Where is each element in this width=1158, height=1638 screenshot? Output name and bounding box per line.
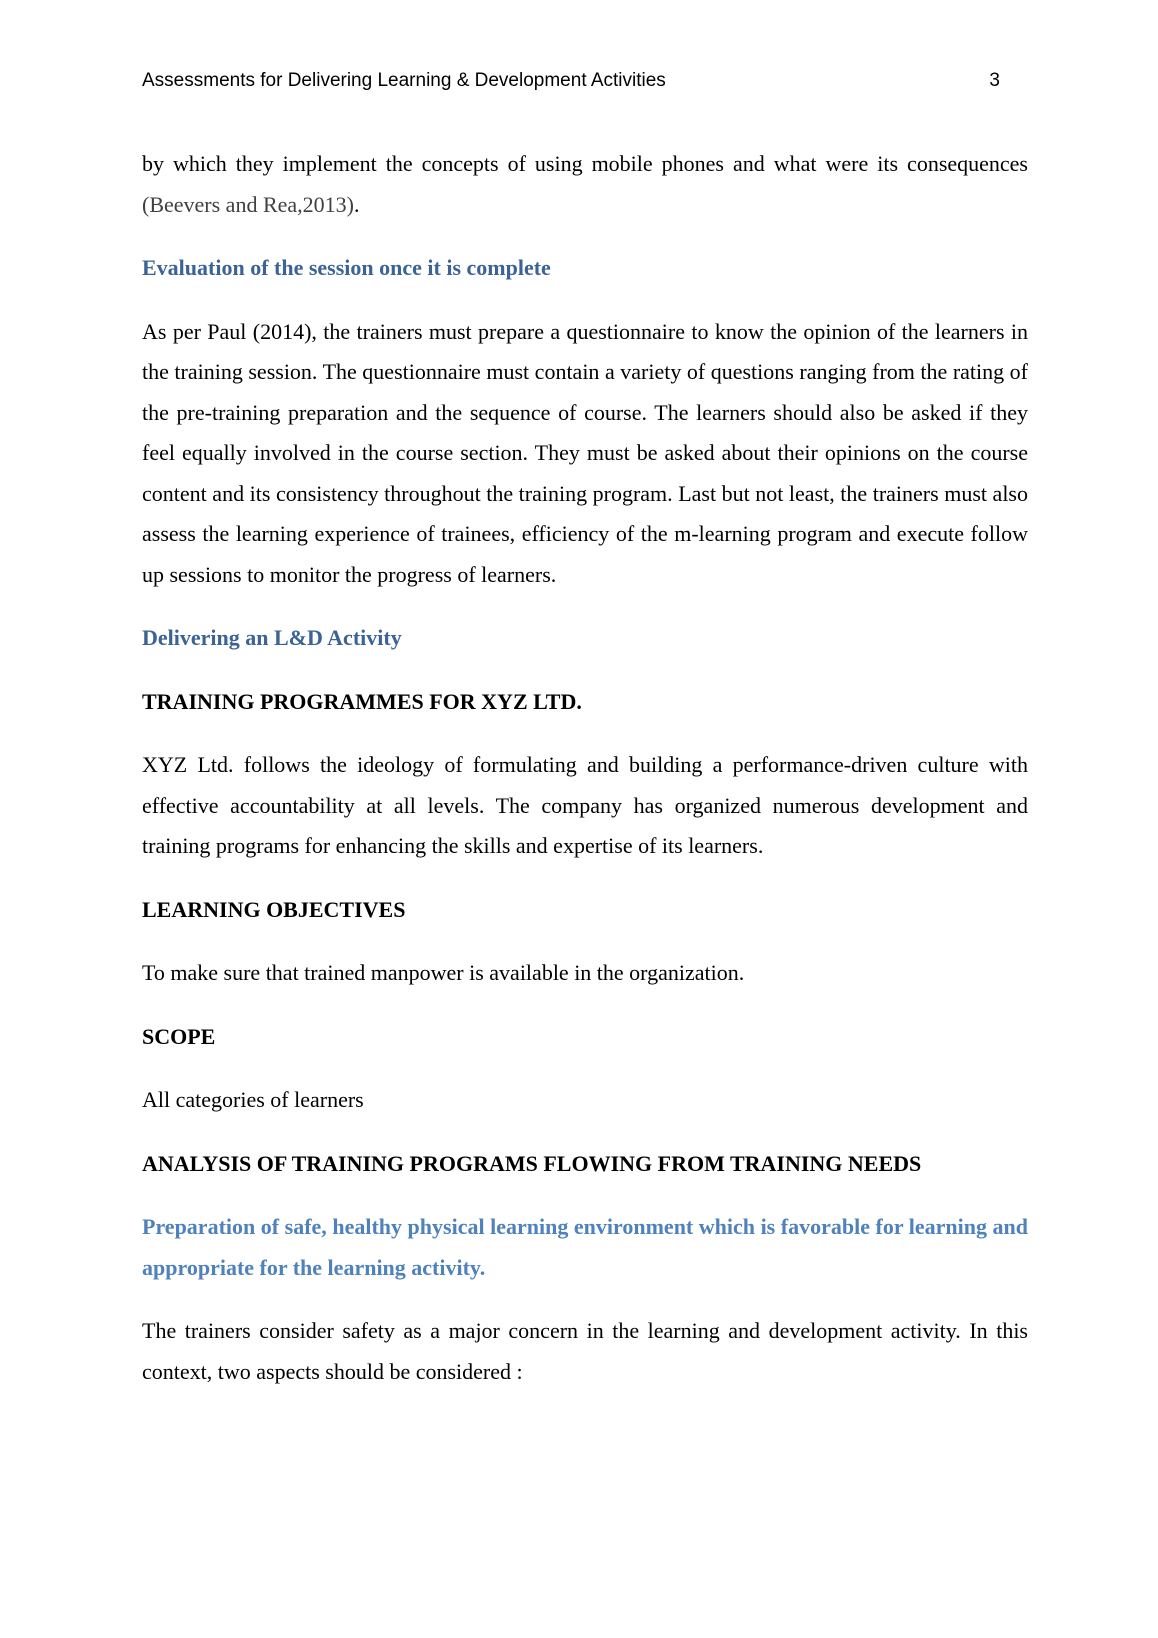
- learning-objectives-paragraph: To make sure that trained manpower is available in the organization.: [142, 960, 745, 985]
- analysis-heading: ANALYSIS OF TRAINING PROGRAMS FLOWING FROM TRAINING NEEDS: [142, 1150, 922, 1176]
- intro-citation: (Beevers and Rea,2013): [142, 191, 354, 217]
- delivering-heading: Delivering an L&D Activity: [142, 625, 402, 650]
- training-programmes-heading: TRAINING PROGRAMMES FOR XYZ LTD.: [142, 688, 582, 714]
- preparation-heading: Preparation of safe, healthy physical learning environment which is favorable for learning and appropriate for the learning activity.: [142, 1214, 1028, 1280]
- running-header: [142, 70, 1014, 98]
- scope-heading: SCOPE: [142, 1023, 216, 1049]
- header-title: Assessments for Delivering Learning & Development Activities: [142, 70, 666, 91]
- scope-paragraph: All categories of learners: [142, 1087, 364, 1112]
- intro-end: .: [353, 191, 360, 217]
- evaluation-heading: Evaluation of the session once it is complete: [142, 255, 551, 280]
- page-number: 3: [989, 70, 1000, 91]
- training-programmes-paragraph: XYZ Ltd. follows the ideology of formulating and building a performance-driven culture with effective accountability at all levels. The company has organized numerous development and training programs for enhancing the skills and expertise of its learners.: [142, 752, 1028, 858]
- preparation-paragraph: The trainers consider safety as a major concern in the learning and development activity. In this context, two aspects should be considered :: [142, 1318, 1028, 1384]
- evaluation-paragraph: As per Paul (2014), the trainers must prepare a questionnaire to know the opinion of the learners in the training session. The questionnaire must contain a variety of questions ranging from the rating of the pre-training preparation and the sequence of course. The learners should also be asked if they feel equally involved in the course section. They must be asked about their opinions on the course content and its consistency throughout the training program. Last but not least, the trainers must also assess the learning experience of trainees, efficiency of the m-learning program and execute follow up sessions to monitor the progress of learners.: [142, 318, 1028, 587]
- learning-objectives-heading: LEARNING OBJECTIVES: [142, 896, 406, 922]
- document-body: [142, 144, 1028, 1392]
- intro-paragraph: [142, 144, 1028, 225]
- intro-text: by which they implement the concepts of using mobile phones and what were its consequences: [142, 151, 1028, 176]
